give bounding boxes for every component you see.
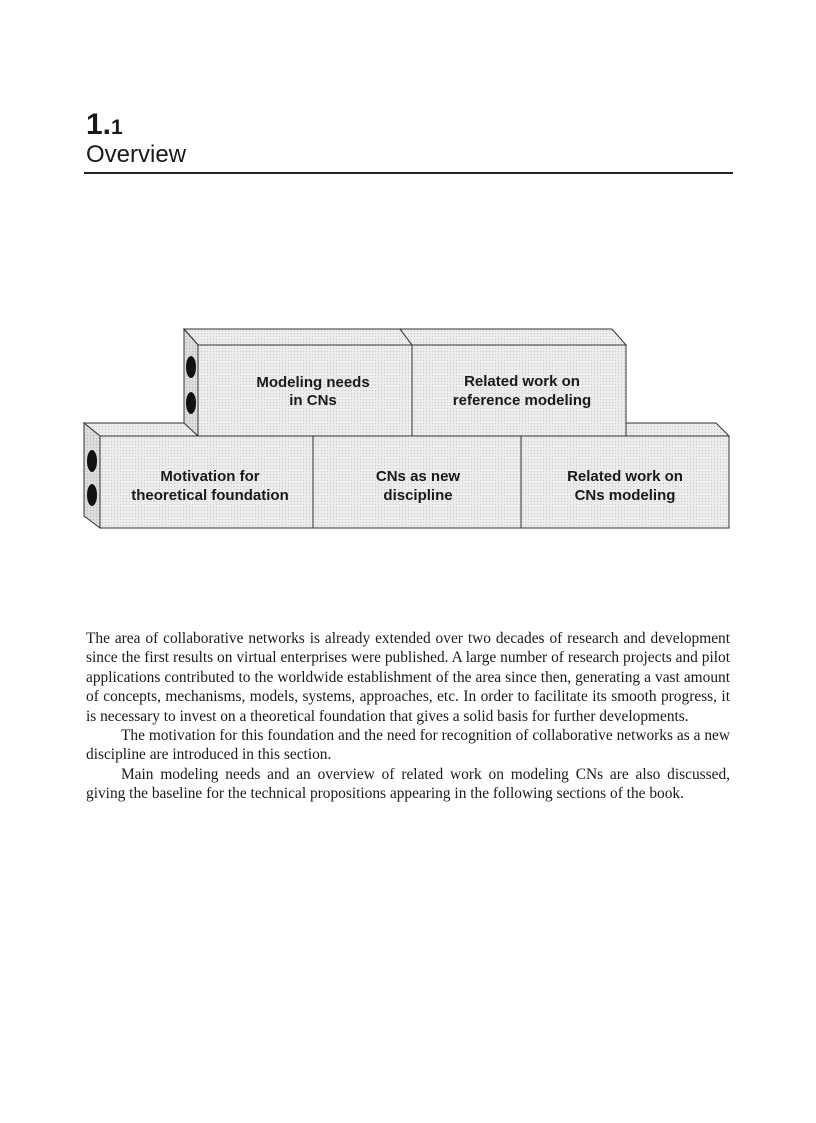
top-row-top-face [400,329,626,345]
top-row-top-face [184,329,412,345]
block-label: Modeling needs [256,374,370,391]
block-label: theoretical foundation [131,487,289,504]
block-label: Related work on [567,468,683,485]
bottom-row-top-face [626,423,729,436]
paragraph: The area of collaborative networks is already extended over two decades of research and development since the first results on virtual enterprises were published. A large number of research projects and pilot applications contributed to the worldwide establishment of the area since then, generating a vast amount of concepts, mechanisms, models, systems, approaches, etc. In order to facilitate its smooth progress, it is necessary to invest on a theoretical foundation that gives a solid basis for further developments. [86,630,730,725]
block-label: discipline [383,487,453,504]
block-label: in CNs [289,392,337,409]
section-title: Overview [86,141,187,168]
block-label: Motivation for [160,468,260,485]
block-label: reference modeling [452,392,592,409]
paragraph: The motivation for this foundation and the need for recognition of collaborative networks as a new discipline are introduced in this section. [86,727,730,764]
connector-peg [87,450,97,472]
connector-peg [87,484,97,506]
connector-peg [186,356,196,378]
block-label: Related work on [464,373,580,390]
body-text [86,629,730,804]
bottom-row-top-face [84,423,198,436]
section-number: 1.1 [86,108,123,141]
block-label: CNs modeling [574,487,676,504]
bottom-row-side-face [84,423,100,528]
paragraph: Main modeling needs and an overview of related work on modeling CNs are also discussed, giving the baseline for the technical propositions appearing in the following sections of the book. [86,765,730,803]
connector-peg [186,392,196,414]
top-row-side-face [184,329,198,436]
block-label: CNs as new [375,468,461,485]
block-related-work-reference [412,345,626,436]
